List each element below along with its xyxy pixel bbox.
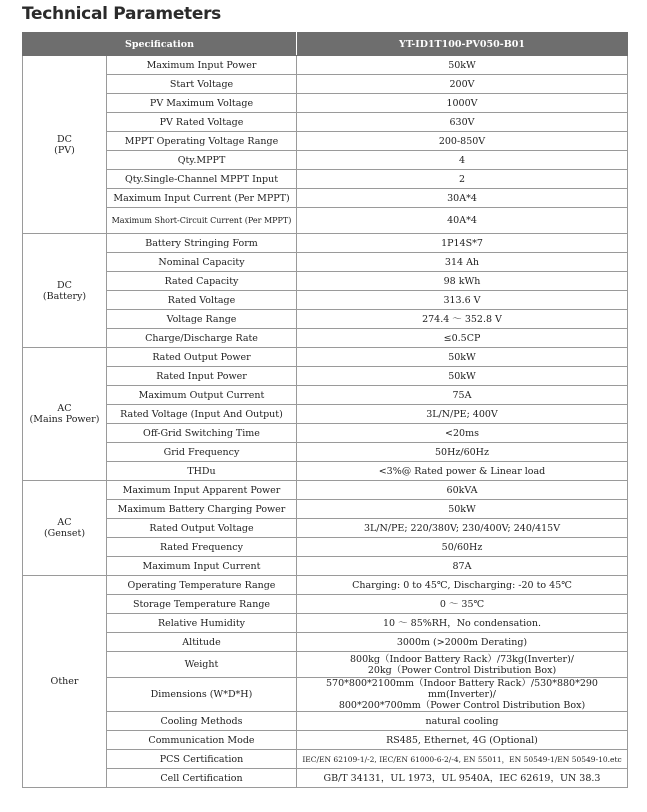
value-line: 570*800*2100mm（Indoor Battery Rack）/530*880*290 mm(Inverter)/ [326, 678, 598, 700]
value-line: 2 [458, 173, 466, 185]
value-cell [297, 614, 628, 633]
value-line: GB/T 34131，UL 1973，UL 9540A，IEC 62619，UN 38.3 [323, 772, 601, 784]
table-row [23, 678, 628, 712]
table-row [23, 132, 628, 151]
param-cell: Cooling Methods [107, 712, 297, 731]
value-line: 40A*4 [447, 215, 477, 226]
value-cell [297, 678, 628, 712]
value-cell [297, 367, 628, 386]
table-row [23, 329, 628, 348]
table-row [23, 208, 628, 234]
table-row [23, 731, 628, 750]
table-header-row [23, 33, 628, 56]
value-line: 50kW [448, 370, 476, 382]
value-cell [297, 769, 628, 788]
table-row [23, 462, 628, 481]
table-row [23, 367, 628, 386]
table-row [23, 652, 628, 678]
value-line: 800*200*700mm（Power Control Distribution Box) [338, 700, 586, 711]
group-label [23, 576, 107, 788]
param-cell: Rated Voltage (Input And Output) [107, 405, 297, 424]
value-line: 1P14S*7 [441, 237, 483, 249]
table-row [23, 189, 628, 208]
value-line: 313.6 V [443, 294, 481, 306]
group-label-line: (PV) [54, 144, 75, 156]
value-line: 3000m (>2000m Derating) [396, 636, 528, 648]
group-label [23, 234, 107, 348]
value-cell [297, 329, 628, 348]
table-row [23, 557, 628, 576]
param-cell: Communication Mode [107, 731, 297, 750]
param-cell: Maximum Input Current [107, 557, 297, 576]
value-line: <20ms [445, 427, 479, 439]
table-row [23, 750, 628, 769]
param-cell: Charge/Discharge Rate [107, 329, 297, 348]
group-label-line: AC [57, 403, 72, 414]
value-cell [297, 750, 628, 769]
value-cell [297, 731, 628, 750]
value-line: 50Hz/60Hz [435, 446, 489, 458]
table-row [23, 272, 628, 291]
value-line: 0 〜 35℃ [439, 598, 485, 610]
table-row [23, 94, 628, 113]
table-row [23, 633, 628, 652]
value-line: 200V [449, 78, 475, 90]
value-cell [297, 500, 628, 519]
param-cell: PV Rated Voltage [107, 113, 297, 132]
param-cell: Nominal Capacity [107, 253, 297, 272]
table-row [23, 595, 628, 614]
value-cell [297, 538, 628, 557]
group-label-line: (Battery) [42, 290, 87, 302]
value-line: RS485, Ethernet, 4G (Optional) [386, 734, 538, 746]
table-row [23, 712, 628, 731]
param-cell: Qty.MPPT [107, 151, 297, 170]
value-cell [297, 56, 628, 75]
param-cell: Maximum Input Current (Per MPPT) [107, 189, 297, 208]
table-row [23, 519, 628, 538]
param-cell: THDu [107, 462, 297, 481]
table-row [23, 538, 628, 557]
param-cell: Storage Temperature Range [107, 595, 297, 614]
table-row [23, 405, 628, 424]
table-row [23, 291, 628, 310]
table-row [23, 443, 628, 462]
group-label-line: AC [57, 517, 72, 528]
value-line: 75A [452, 389, 472, 401]
table-row [23, 481, 628, 500]
param-cell: Dimensions (W*D*H) [107, 678, 297, 712]
value-line: ≤0.5CP [443, 332, 481, 344]
value-line: natural cooling [425, 715, 499, 727]
param-cell: Qty.Single-Channel MPPT Input [107, 170, 297, 189]
param-cell: Rated Frequency [107, 538, 297, 557]
value-line: Charging: 0 to 45℃, Discharging: -20 to 45℃ [352, 579, 572, 591]
value-line: 3L/N/PE; 400V [426, 408, 498, 420]
group-label-line: (Mains Power) [29, 414, 100, 425]
table-body [23, 56, 628, 788]
value-line: <3%@ Rated power & Linear load [378, 465, 546, 477]
value-line: 314 Ah [444, 256, 480, 268]
param-cell: Maximum Input Apparent Power [107, 481, 297, 500]
value-line: IEC/EN 62109-1/-2, IEC/EN 61000-6-2/-4, EN 55011，EN 50549-1/EN 50549-10.etc [302, 754, 622, 764]
value-line: 87A [452, 560, 472, 572]
table-row [23, 576, 628, 595]
table-row [23, 253, 628, 272]
value-cell [297, 462, 628, 481]
value-cell [297, 652, 628, 678]
value-line: 50kW [448, 59, 476, 71]
value-cell [297, 443, 628, 462]
table-row [23, 151, 628, 170]
table-row [23, 614, 628, 633]
param-cell: Maximum Output Current [107, 386, 297, 405]
value-cell [297, 310, 628, 329]
table-row [23, 234, 628, 253]
value-cell [297, 405, 628, 424]
param-cell: PV Maximum Voltage [107, 94, 297, 113]
value-cell [297, 151, 628, 170]
group-label-line: DC [57, 279, 72, 291]
value-cell [297, 348, 628, 367]
param-cell: Maximum Battery Charging Power [107, 500, 297, 519]
group-label [23, 348, 107, 481]
group-label-line: DC [57, 133, 72, 145]
group-label-line: (Genset) [43, 528, 86, 539]
page-title: Technical Parameters [22, 4, 222, 24]
technical-parameters-table [22, 32, 628, 788]
header-model: YT-ID1T100-PV050-B01 [297, 33, 628, 56]
value-line: 10 〜 85%RH，No condensation. [383, 617, 541, 629]
param-cell: PCS Certification [107, 750, 297, 769]
value-cell [297, 272, 628, 291]
table-row [23, 424, 628, 443]
value-line: 1000V [446, 97, 478, 109]
table-row [23, 56, 628, 75]
param-cell: Rated Input Power [107, 367, 297, 386]
value-cell [297, 519, 628, 538]
param-cell: Voltage Range [107, 310, 297, 329]
value-line: 3L/N/PE; 220/380V; 230/400V; 240/415V [363, 522, 561, 534]
value-cell [297, 94, 628, 113]
value-cell [297, 132, 628, 151]
value-cell [297, 253, 628, 272]
value-line: 30A*4 [447, 192, 477, 204]
value-line: 4 [458, 154, 466, 166]
value-cell [297, 113, 628, 132]
value-line: 50kW [448, 351, 476, 363]
header-specification: Specification [23, 33, 297, 56]
table-row [23, 348, 628, 367]
value-line: 50/60Hz [441, 541, 483, 553]
table-row [23, 310, 628, 329]
value-line: 200-850V [438, 135, 486, 147]
value-line: 20kg（Power Control Distribution Box) [367, 664, 557, 676]
value-cell [297, 75, 628, 94]
value-line: 98 kWh [443, 275, 481, 287]
value-cell [297, 291, 628, 310]
param-cell: Altitude [107, 633, 297, 652]
value-cell [297, 712, 628, 731]
value-line: 630V [449, 116, 475, 128]
param-cell: Rated Output Power [107, 348, 297, 367]
value-cell [297, 208, 628, 234]
value-line: 274.4 〜 352.8 V [422, 313, 502, 325]
param-cell: Relative Humidity [107, 614, 297, 633]
group-label [23, 56, 107, 234]
param-cell: Maximum Short-Circuit Current (Per MPPT) [107, 208, 297, 234]
group-label [23, 481, 107, 576]
param-cell: Battery Stringing Form [107, 234, 297, 253]
param-cell: Rated Output Voltage [107, 519, 297, 538]
value-cell [297, 557, 628, 576]
table-row [23, 386, 628, 405]
value-line: 800kg（Indoor Battery Rack）/73kg(Inverter)/ [350, 653, 574, 665]
param-cell: Rated Voltage [107, 291, 297, 310]
param-cell: Rated Capacity [107, 272, 297, 291]
group-label-line: Other [50, 676, 79, 687]
param-cell: Weight [107, 652, 297, 678]
param-cell: Grid Frequency [107, 443, 297, 462]
param-cell: Maximum Input Power [107, 56, 297, 75]
table-row [23, 500, 628, 519]
value-line: 50kW [448, 503, 476, 515]
table-row [23, 170, 628, 189]
table-row [23, 75, 628, 94]
value-cell [297, 481, 628, 500]
value-cell [297, 234, 628, 253]
param-cell: Off-Grid Switching Time [107, 424, 297, 443]
value-cell [297, 424, 628, 443]
value-cell [297, 170, 628, 189]
value-cell [297, 189, 628, 208]
table-row [23, 113, 628, 132]
param-cell: Operating Temperature Range [107, 576, 297, 595]
value-cell [297, 386, 628, 405]
value-cell [297, 633, 628, 652]
value-cell [297, 576, 628, 595]
value-cell [297, 595, 628, 614]
param-cell: Start Voltage [107, 75, 297, 94]
param-cell: Cell Certification [107, 769, 297, 788]
table-row [23, 769, 628, 788]
param-cell: MPPT Operating Voltage Range [107, 132, 297, 151]
value-line: 60kVA [446, 484, 478, 496]
